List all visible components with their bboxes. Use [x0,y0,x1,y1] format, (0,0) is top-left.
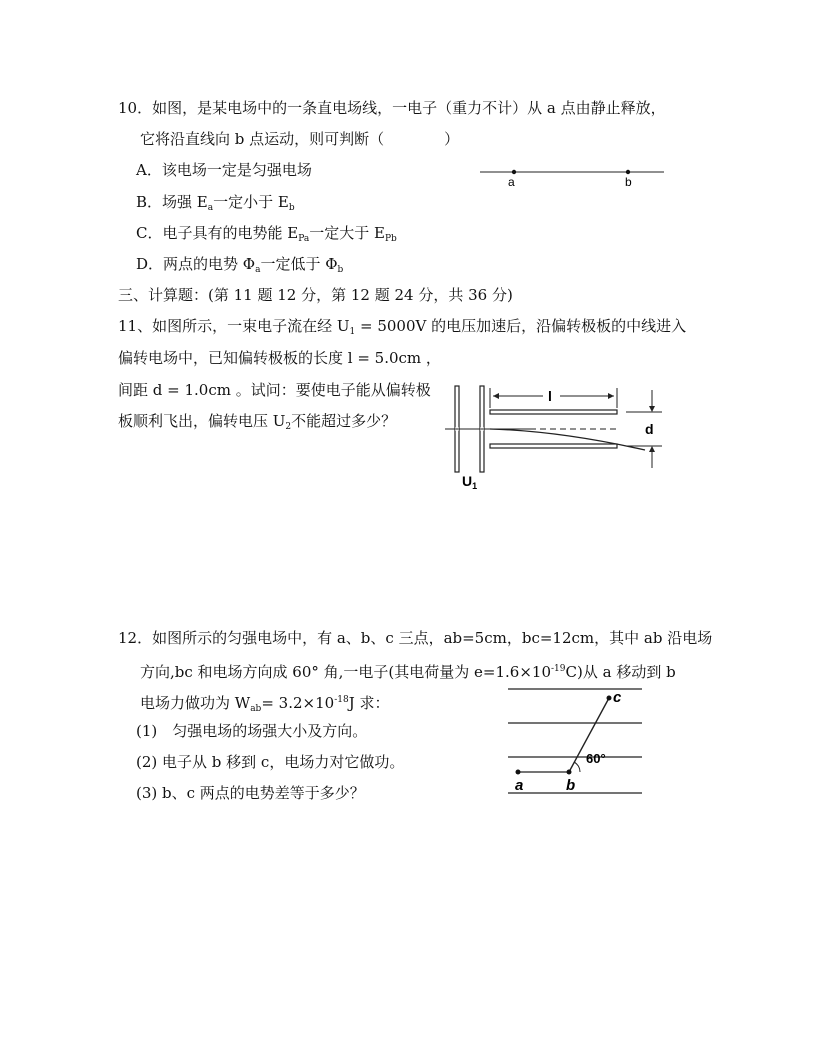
q11-stem-line4: 板顺利飞出，偏转电压 $U_2$不能超过多少？ [118,412,397,432]
label-b: b [566,777,576,794]
deflect-plate-top [490,410,617,414]
label-d: d [645,421,654,437]
q12-part-3: (3) b、c 两点的电势差等于多少？ [136,784,365,802]
electron-trajectory [490,429,645,450]
section-3-heading: 三、计算题：(第 11 题 12 分，第 12 题 24 分，共 36 分) [118,286,513,304]
q10-option-b: B．场强 $E_a$一定小于 $E_b$ [136,193,295,213]
label-a: a [508,175,515,189]
point-a [516,770,521,775]
label-u1: $U_1$ [462,473,478,491]
q12-part-1: (1) 匀强电场的场强大小及方向。 [136,722,368,740]
point-c [607,696,612,701]
q12-uniform-field-figure [505,686,645,798]
q10-option-d: D．两点的电势 $\Phi_a$一定低于 $\Phi_b$ [136,255,344,275]
label-b: b [625,175,632,189]
q10-stem-line1: 10．如图，是某电场中的一条直电场线，一电子（重力不计）从 a 点由静止释放， [118,99,666,117]
q11-stem-line1: 11、如图所示，一束电子流在经 $U_1 = 5000V$ 的电压加速后，沿偏转极板的中线进入 [118,317,687,337]
deflect-plate-bottom [490,444,617,448]
q10-stem-line2: 它将沿直线向 b 点运动，则可判断（ ） [140,130,460,148]
point-b [626,170,630,174]
angle-label: 60° [586,751,606,766]
q11-deflection-figure [440,382,670,492]
point-a [512,170,516,174]
q12-stem-line1: 12．如图所示的匀强电场中，有 a、b、c 三点，ab=5cm，bc=12cm，其中 ab 沿电场 [118,629,713,647]
q11-stem-line3: 间距 d = 1.0cm 。试问：要使电子能从偏转极 [118,381,431,399]
q12-stem-line3: 电场力做功为 $W_{ab}= 3.2\times 10^{-18}J$ 求： [140,694,390,714]
q11-stem-line2: 偏转电场中，已知偏转极板的长度 l = 5.0cm ， [118,349,441,367]
label-c: c [613,689,622,706]
label-l: l [548,388,552,404]
q10-option-a: A．该电场一定是匀强电场 [136,161,312,179]
q10-option-c: C．电子具有的电势能 $E_{Pa}$一定大于 $E_{Pb}$ [136,224,397,244]
q12-stem-line2: 方向,bc 和电场方向成 60° 角,一电子(其电荷量为 $e=1.6\times 10^{-19}C$)从 a 移动到 b [140,663,676,681]
point-b [567,770,572,775]
label-a: a [515,777,524,794]
q10-field-line-figure [478,162,668,192]
q12-part-2: (2) 电子从 b 移到 c，电场力对它做功。 [136,753,405,771]
